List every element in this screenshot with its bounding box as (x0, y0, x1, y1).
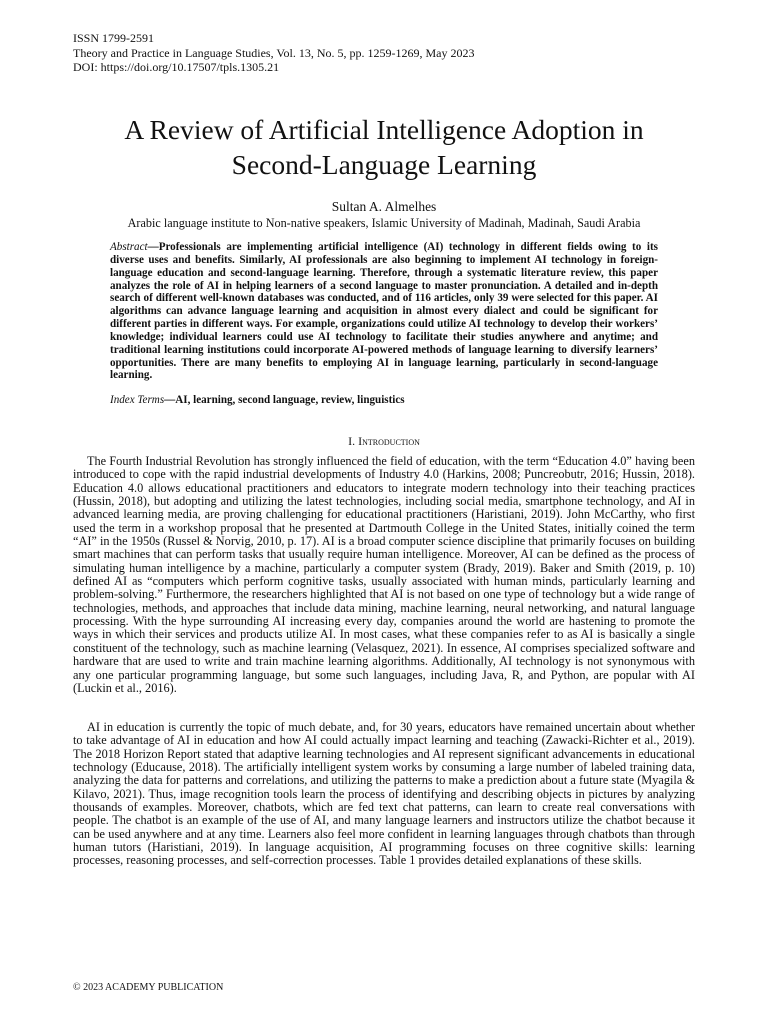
section-heading (0, 434, 768, 448)
journal-header (73, 31, 475, 75)
journal-citation-line: Theory and Practice in Language Studies, Vol. 13, No. 5, pp. 1259-1269, May 2023 (73, 45, 475, 60)
section-number: I. (348, 434, 356, 448)
abstract-label: Abstract (110, 241, 148, 253)
index-terms (110, 394, 658, 407)
abstract-text: —Professionals are implementing artificial intelligence (AI) technology in different fields owing to its diverse uses and benefits. Similarly, AI professionals are also beginning to implement AI technology in foreign-language education and second-language learning. Therefore, through a systematic literature review, this paper analyzes the role of AI in helping learners of a second language to master pronunciation. A detailed and in-depth search of different well-known databases was conducted, and of 116 articles, only 39 were selected for this paper. AI algorithms can advance language learning and acquisition in almost every dialect and could be significant for different parties in different ways. For example, organizations could utilize AI technology to develop their workers’ knowledge; individual learners could use AI technology to facilitate their studies anywhere and anytime; and traditional learning institutions could incorporate AI-powered methods of language learning to diversify learners’ opportunities. There are many benefits to employing AI in language learning, particularly in second-language learning. (110, 241, 658, 382)
paper-title-line-1: A Review of Artificial Intelligence Adoption in (124, 114, 644, 145)
index-terms-label: Index Terms (110, 394, 165, 406)
author-affiliation: Arabic language institute to Non-native speakers, Islamic University of Madinah, Madinah, Saudi Arabia (127, 216, 641, 230)
paper-title-line-2: Second-Language Learning (231, 149, 537, 180)
issn-line: ISSN 1799-2591 (73, 31, 155, 45)
section-title: Introduction (358, 434, 420, 448)
publisher-footer: © 2023 ACADEMY PUBLICATION (73, 982, 224, 993)
paper-title (60, 112, 708, 182)
body-paragraph-1: The Fourth Industrial Revolution has strongly influenced the field of education, with the term “Education 4.0” having been introduced to cope with the rapid industrial developments of Industry 4.0 (Harkins, 2008; Puncreobutr, 2016; Hussin, 2018). Education 4.0 allows educational practitioners and educators to integrate modern technology into their teaching practices (Hussin, 2018), but adopting and utilizing the latest technologies, including social media, smartphone technology, and AI in advanced learning media, are proving challenging for educational practitioners (Haristiani, 2019). John McCarthy, who first used the term in a workshop proposal that he presented at Dartmouth College in the United States, initially coined the term “AI” in the 1950s (Russel & Norvig, 2010, p. 17). AI is a broad computer science discipline that primarily focuses on building smart machines that can perform tasks that usually require human intelligence. Moreover, AI can be defined as the process of simulating human intelligence by a machine, particularly a computer system (Brady, 2019). Baker and Smith (2019, p. 10) defined AI as “computers which perform cognitive tasks, usually associated with human minds, particularly learning and problem-solving.” Furthermore, the researchers highlighted that AI is not based on one type of technology but a wide range of technologies, methods, and approaches that include data mining, machine learning, neural networking, and natural language processing. With the hype surrounding AI increasing every day, companies around the world are hastening to promote the ways in which their services and products utilize AI. In most cases, what these companies refer to as AI is basically a single constituent of the technology, such as machine learning (Velasquez, 2021). In essence, AI comprises specialized software and hardware that are used to write and train machine learning algorithms. Additionally, AI technology is not synonymous with any one particular programming language, but some such languages, including Java, R, and Python, are popular with AI (Luckin et al., 2016). (73, 454, 695, 695)
index-terms-text: —AI, learning, second language, review, linguistics (164, 394, 405, 406)
body-paragraph-2: AI in education is currently the topic of much debate, and, for 30 years, educators have remained uncertain about whether to take advantage of AI in education and how AI could actually impact learning and teaching (Zawacki-Richter et al., 2019). The 2018 Horizon Report stated that adaptive learning technologies and AI represent significant advancements in educational technology (Educause, 2018). The artificially intelligent system works by consuming a large number of labeled training data, analyzing the data for patterns and correlations, and utilizing the patterns to make a prediction about a future state (Myagila & Kilavo, 2021). Thus, image recognition tools learn the process of identifying and describing objects in pictures by analyzing thousands of examples. Moreover, chatbots, which are fed text chat patterns, can learn to create real conversations with people. The chatbot is an example of the use of AI, and many language learners and instructors utilize the chatbot because it can be used anywhere and at any time. Learners also feel more confident in learning languages through chatbots than through human tutors (Haristiani, 2019). In language acquisition, AI programming focuses on three cognitive skills: learning processes, reasoning processes, and self-correction processes. Table 1 provides detailed explanations of these skills. (73, 720, 695, 868)
author-name: Sultan A. Almelhes (331, 199, 437, 214)
abstract (110, 241, 658, 382)
doi-line: DOI: https://doi.org/10.17507/tpls.1305.21 (73, 60, 280, 74)
